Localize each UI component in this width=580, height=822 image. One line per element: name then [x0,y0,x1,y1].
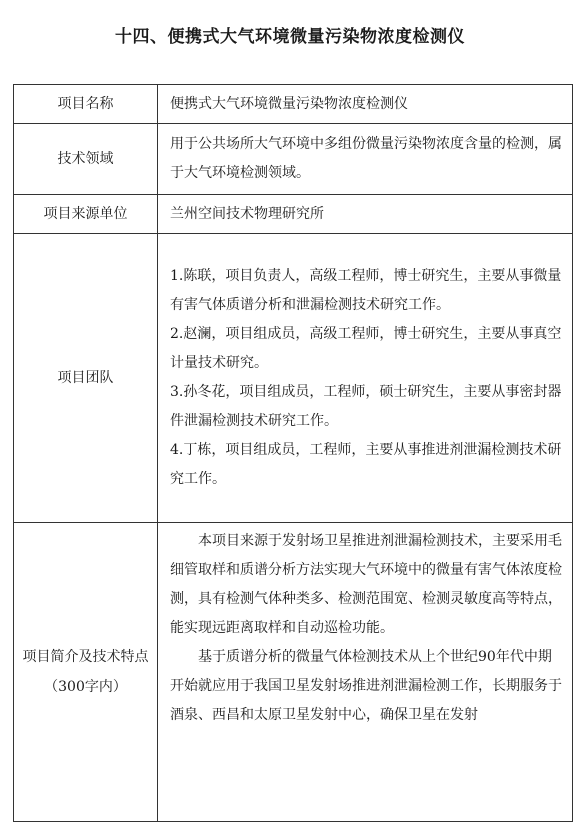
source-unit-label: 项目来源单位 [14,195,158,234]
intro-label: 项目简介及技术特点（300字内） [14,523,158,822]
intro-text [158,523,573,822]
page-title: 十四、便携式大气环境微量污染物浓度检测仪 [115,27,465,47]
table-row-tech-field [14,124,573,195]
team-label: 项目团队 [14,234,158,523]
team-member-4: 4.丁栋，项目组成员，工程师，主要从事推进剂泄漏检测技术研究工作。 [170,442,562,487]
team-member-1: 1.陈联，项目负责人，高级工程师，博士研究生，主要从事微量有害气体质谱分析和泄漏检测技术研究工作。 [170,268,562,313]
intro-paragraph-1: 本项目来源于发射场卫星推进剂泄漏检测技术，主要采用毛细管取样和质谱分析方法实现大气环境中的微量有害气体浓度检测，具有检测气体种类多、检测范围宽、检测灵敏度高等特点，能实现远距离取样和自动巡检功能。 [170,533,562,636]
intro-paragraph-2: 基于质谱分析的微量气体检测技术从上个世纪90年代中期开始就应用于我国卫星发射场推进剂泄漏检测工作，长期服务于酒泉、西昌和太原卫星发射中心，确保卫星在发射 [170,649,562,723]
table-row-intro [14,523,573,822]
table-row-team [14,234,573,523]
tech-field-value: 用于公共场所大气环境中多组份微量污染物浓度含量的检测，属于大气环境检测领域。 [158,124,573,195]
team-members [158,234,573,523]
team-member-3: 3.孙冬花，项目组成员，工程师，硕士研究生，主要从事密封器件泄漏检测技术研究工作。 [170,384,562,429]
project-name-value: 便携式大气环境微量污染物浓度检测仪 [158,85,573,124]
team-member-2: 2.赵澜，项目组成员，高级工程师，博士研究生，主要从事真空计量技术研究。 [170,326,562,371]
tech-field-label: 技术领域 [14,124,158,195]
table-row-source-unit [14,195,573,234]
source-unit-value: 兰州空间技术物理研究所 [158,195,573,234]
table-row-project-name [14,85,573,124]
project-info-table [13,84,573,822]
project-name-label: 项目名称 [14,85,158,124]
